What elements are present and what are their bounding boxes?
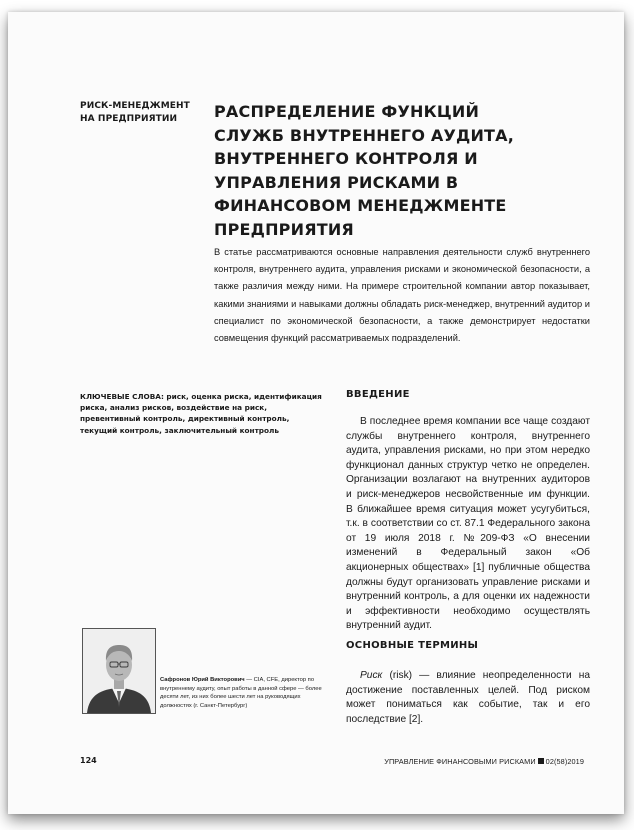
square-separator-icon: [538, 758, 544, 764]
article-abstract: В статье рассматриваются основные направления деятельности служб внутреннего контроля, внутреннего аудита, управления рисками и экономической безопасности, а также различия между ними. На примере строительной компании автор показывает, какими знаниями и навыками должны обладать риск-менеджер, внутренний аудитор и специалист по экономической безопасности, а также демонстрирует недостатки совмещения функций рассматриваемых подразделений.: [214, 247, 590, 344]
introduction-heading: ВВЕДЕНИЕ: [346, 389, 410, 400]
terms-heading: ОСНОВНЫЕ ТЕРМИНЫ: [346, 640, 479, 651]
author-name: Сафронов Юрий Викторович: [160, 677, 245, 683]
journal-issue: 02(58)2019: [545, 757, 584, 766]
introduction-text: В последнее время компании все чаще создают службы внутреннего контроля, внутреннего аудита, управления рисками, но при этом нередко функционал данных структур четко не определен. Организации возлагают на внутренних аудиторов и риск-менеджеров несвойственные им функции. В ближайшее время ситуация может усугубиться, т.к. в соответствии со ст. 87.1 Федерального закона от 19 июля 2018 г. №209-ФЗ «О внесении изменений в Федеральный закон «Об акционерных обществах» [1] публичные общества должны будут организовать управление рисками и внутренний контроль, а для оценки их надежности и эффективности необходимо осуществлять внутренний аудит.: [346, 416, 590, 632]
author-photo: [82, 628, 156, 714]
section-label-line-1: РИСК-МЕНЕДЖМЕНТ: [80, 101, 190, 111]
author-bio: — CIA, CFE, директор по внутреннему аудиту, опыт работы в данной сфере — более десяти лет, из них более шести лет на руководящих должностях (г. Санкт-Петербург): [160, 677, 322, 709]
journal-page: [8, 12, 624, 814]
page-number: 124: [80, 756, 97, 765]
section-label: [80, 100, 200, 126]
journal-name: УПРАВЛЕНИЕ ФИНАНСОВЫМИ РИСКАМИ: [384, 757, 536, 766]
section-label-line-2: НА ПРЕДПРИЯТИИ: [80, 114, 178, 124]
journal-footer: [384, 757, 584, 766]
author-portrait-image: [83, 629, 155, 713]
terms-text: [346, 669, 590, 727]
term-risk-definition: (risk) — влияние неопределенности на достижение поставленных целей. Под риском может пониматься как событие, так и его последствие [2].: [346, 670, 590, 725]
article-title: РАСПРЕДЕЛЕНИЕ ФУНКЦИЙ СЛУЖБ ВНУТРЕННЕГО АУДИТА, ВНУТРЕННЕГО КОНТРОЛЯ И УПРАВЛЕНИЯ РИСКАМИ В ФИНАНСОВОМ МЕНЕДЖМЕНТЕ ПРЕДПРИЯТИЯ: [214, 102, 515, 239]
keywords: КЛЮЧЕВЫЕ СЛОВА: риск, оценка риска, идентификация риска, анализ рисков, воздействие на риск, превентивный контроль, директивный контроль, текущий контроль, заключительный контроль: [80, 392, 322, 435]
author-info: [160, 676, 326, 710]
term-risk: Риск: [360, 670, 383, 681]
